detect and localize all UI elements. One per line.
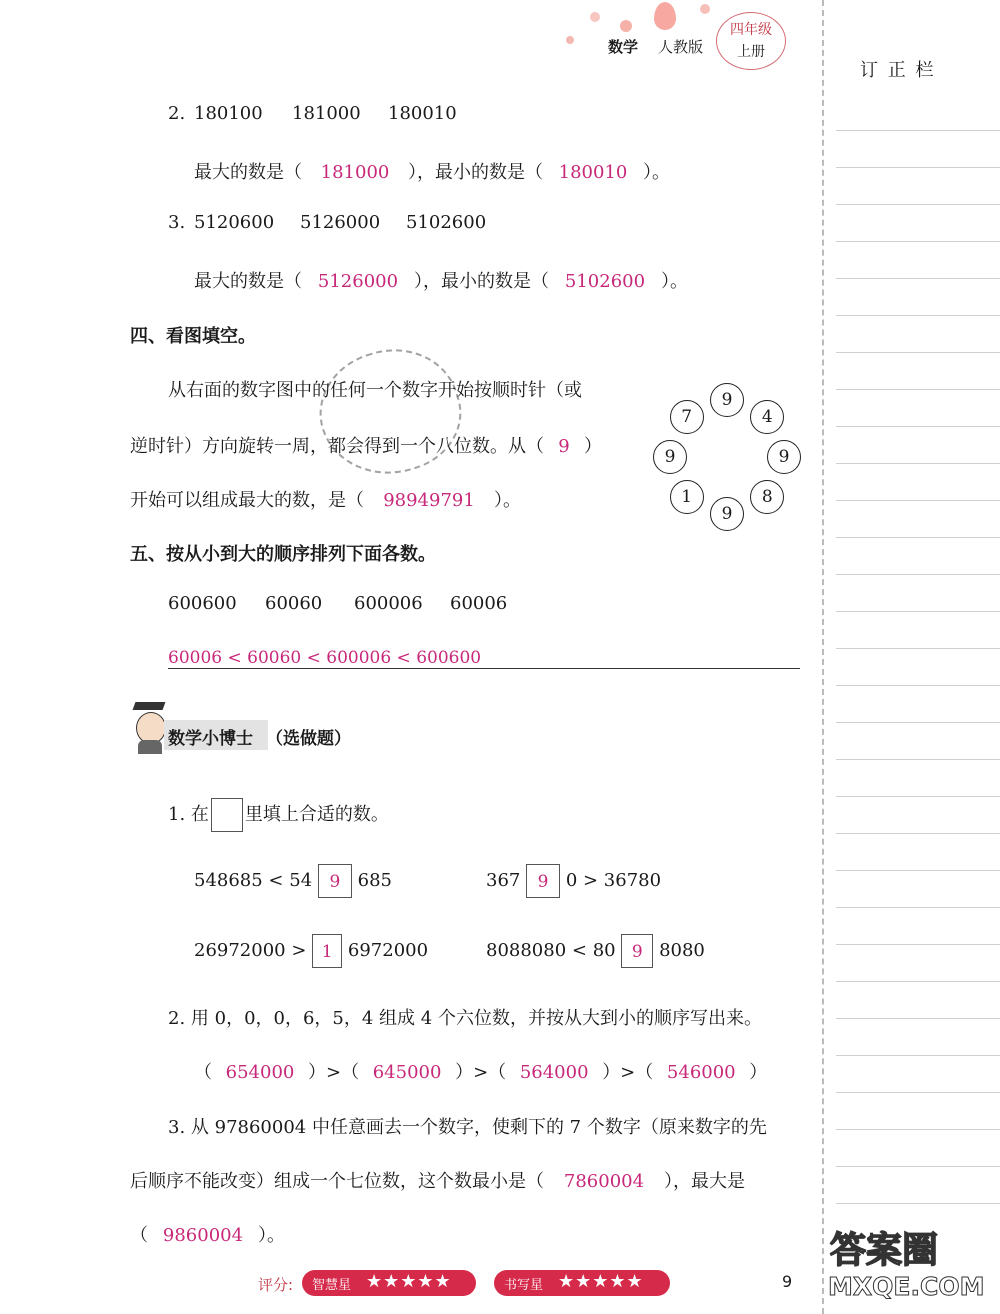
q3-prefix: 最大的数是（ bbox=[194, 271, 302, 292]
ring-number: 7 bbox=[670, 400, 704, 434]
d3-line2-b: ），最大是 bbox=[664, 1171, 745, 1192]
ring-number: 9 bbox=[767, 440, 801, 474]
ring-number: 9 bbox=[710, 497, 744, 531]
q3-answer-line bbox=[194, 267, 688, 293]
badge1-label: 智慧星 bbox=[312, 1278, 352, 1293]
correction-column bbox=[822, 0, 1000, 1314]
d2-answer-line bbox=[194, 1058, 767, 1084]
d1-row1-left bbox=[194, 864, 392, 898]
d1-row1-right bbox=[486, 864, 661, 898]
q3-number: 3. bbox=[168, 212, 186, 233]
d1-number: 1. bbox=[168, 804, 186, 825]
d1-empty-box bbox=[211, 798, 243, 832]
ring-number: 4 bbox=[750, 400, 784, 434]
section4-line2-a: 逆时针）方向旋转一周，都会得到一个八位数。从（ bbox=[130, 436, 544, 457]
d3-line2 bbox=[130, 1167, 745, 1193]
ring-number: 8 bbox=[750, 480, 784, 514]
correction-line bbox=[836, 500, 1000, 501]
d1-r2b-post: 8080 bbox=[659, 940, 705, 961]
section5-value-4: 60006 bbox=[450, 593, 508, 614]
section5-answer: 60006 < 60060 < 600006 < 600600 bbox=[168, 648, 482, 668]
correction-line bbox=[836, 1018, 1000, 1019]
correction-line bbox=[836, 759, 1000, 760]
correction-line bbox=[836, 1129, 1000, 1130]
doctor-optional: （选做题） bbox=[266, 729, 351, 749]
correction-line bbox=[836, 685, 1000, 686]
badge2-label: 书写星 bbox=[504, 1278, 544, 1293]
correction-line bbox=[836, 1055, 1000, 1056]
d1-r2a-post: 6972000 bbox=[347, 940, 429, 961]
badge2-stars[interactable]: ★★★★★ bbox=[558, 1271, 644, 1292]
grade-badge bbox=[716, 12, 786, 70]
correction-line bbox=[836, 1166, 1000, 1167]
footer-score-label: 评分: bbox=[258, 1276, 294, 1294]
d3-max-answer: 9860004 bbox=[162, 1225, 244, 1246]
q3-value-2: 5126000 bbox=[300, 212, 381, 233]
correction-line bbox=[836, 278, 1000, 279]
d2-answer-1: 654000 bbox=[225, 1062, 295, 1083]
correction-line bbox=[836, 426, 1000, 427]
correction-line bbox=[836, 796, 1000, 797]
badge1-stars[interactable]: ★★★★★ bbox=[366, 1271, 452, 1292]
d1-row2-right bbox=[486, 934, 705, 968]
q2-max-answer: 181000 bbox=[320, 162, 390, 183]
doctor-title: 数学小博士 bbox=[168, 729, 253, 749]
header-volume: 上册 bbox=[737, 44, 765, 60]
q2-suffix: ）。 bbox=[643, 162, 670, 183]
section4-start-answer: 9 bbox=[558, 436, 570, 457]
d1-text-a: 在 bbox=[190, 804, 209, 825]
section4-line1: 从右面的数字图中的任何一个数字开始按顺时针（或 bbox=[168, 380, 582, 401]
d2-answer-4: 546000 bbox=[666, 1062, 736, 1083]
writing-star-badge bbox=[494, 1270, 670, 1296]
d1-r1a-pre: 548685 < 54 bbox=[194, 870, 313, 891]
correction-line bbox=[836, 537, 1000, 538]
section5-value-2: 60060 bbox=[265, 593, 323, 614]
header-subject: 数学 bbox=[608, 38, 639, 56]
mascot-body bbox=[138, 740, 162, 754]
correction-line bbox=[836, 648, 1000, 649]
correction-line bbox=[836, 315, 1000, 316]
q3-max-answer: 5126000 bbox=[317, 271, 399, 292]
d1-r2a-pre: 26972000 > bbox=[194, 940, 307, 961]
q2-prefix: 最大的数是（ bbox=[194, 162, 302, 183]
decor-dot bbox=[566, 36, 574, 44]
correction-line bbox=[836, 1203, 1000, 1204]
section4-line3 bbox=[130, 486, 521, 512]
section5-answer-underline bbox=[168, 668, 800, 669]
q3-value-3: 5102600 bbox=[406, 212, 487, 233]
correction-line bbox=[836, 241, 1000, 242]
section5-value-3: 600006 bbox=[354, 593, 423, 614]
correction-line bbox=[836, 463, 1000, 464]
d3-line1: 3. 从 97860004 中任意画去一个数字，使剩下的 7 个数字（原来数字的先 bbox=[168, 1117, 767, 1138]
d3-line3-a: （ bbox=[130, 1225, 148, 1246]
correction-line bbox=[836, 944, 1000, 945]
q3-suffix: ）。 bbox=[661, 271, 688, 292]
q2-value-3: 180010 bbox=[388, 103, 457, 124]
d3-line3-b: ）。 bbox=[258, 1225, 285, 1246]
q3-value-1: 5120600 bbox=[194, 212, 275, 233]
correction-line bbox=[836, 870, 1000, 871]
correction-line bbox=[836, 130, 1000, 131]
page-number: 9 bbox=[782, 1272, 793, 1291]
q2-answer-line bbox=[194, 158, 670, 184]
watermark-url: MXQE.COM bbox=[828, 1272, 985, 1301]
ring-number: 9 bbox=[710, 383, 744, 417]
correction-line bbox=[836, 611, 1000, 612]
correction-line bbox=[836, 167, 1000, 168]
ring-number: 9 bbox=[653, 440, 687, 474]
q2-middle: ），最小的数是（ bbox=[408, 162, 543, 183]
watermark-logo: 答案圈 bbox=[830, 1230, 939, 1271]
correction-line bbox=[836, 1092, 1000, 1093]
d1-r1b-pre: 367 bbox=[486, 870, 521, 891]
header-edition: 人教版 bbox=[658, 38, 704, 56]
d1-r2b-box[interactable]: 9 bbox=[621, 934, 653, 968]
q3-middle: ），最小的数是（ bbox=[414, 271, 549, 292]
stamp-mark bbox=[304, 331, 475, 492]
correction-line bbox=[836, 981, 1000, 982]
correction-line bbox=[836, 833, 1000, 834]
q2-min-answer: 180010 bbox=[558, 162, 628, 183]
correction-line bbox=[836, 907, 1000, 908]
correction-line bbox=[836, 574, 1000, 575]
d1-r1a-post: 685 bbox=[357, 870, 392, 891]
section4-line2-b: ） bbox=[584, 436, 602, 457]
sidebar-title: 订 正 栏 bbox=[860, 60, 936, 81]
q2-value-2: 181000 bbox=[292, 103, 361, 124]
d1-r1b-post: 0 > 36780 bbox=[565, 870, 662, 891]
decor-dot bbox=[620, 20, 632, 32]
d2-sep-3: ）>（ bbox=[602, 1062, 654, 1083]
d1-instruction bbox=[168, 798, 389, 832]
d2-answer-3: 564000 bbox=[519, 1062, 589, 1083]
d2-open: （ bbox=[194, 1062, 212, 1083]
d3-min-answer: 7860004 bbox=[563, 1171, 645, 1192]
decor-dot bbox=[700, 4, 710, 14]
wisdom-star-badge bbox=[302, 1270, 476, 1296]
d2-text: 2. 用 0，0，0，6，5，4 组成 4 个六位数，并按从大到小的顺序写出来。 bbox=[168, 1008, 762, 1029]
section4-title: 四、看图填空。 bbox=[130, 326, 256, 347]
d1-r1a-box[interactable]: 9 bbox=[318, 864, 352, 898]
section4-line3-a: 开始可以组成最大的数，是（ bbox=[130, 490, 364, 511]
correction-line bbox=[836, 204, 1000, 205]
d1-text-b: 里填上合适的数。 bbox=[244, 804, 389, 825]
header-grade: 四年级 bbox=[730, 22, 772, 38]
d2-sep-1: ）>（ bbox=[308, 1062, 360, 1083]
d2-close: ） bbox=[749, 1062, 768, 1083]
correction-line bbox=[836, 352, 1000, 353]
section5-value-1: 600600 bbox=[168, 593, 237, 614]
section5-title: 五、按从小到大的顺序排列下面各数。 bbox=[130, 544, 436, 565]
d1-row2-left bbox=[194, 934, 428, 968]
number-ring bbox=[652, 382, 802, 532]
d3-line2-a: 后顺序不能改变）组成一个七位数，这个数最小是（ bbox=[130, 1171, 544, 1192]
d2-sep-2: ）>（ bbox=[455, 1062, 507, 1083]
decor-dot bbox=[590, 12, 600, 22]
graduation-cap-icon bbox=[133, 702, 166, 710]
d1-r2a-box[interactable]: 1 bbox=[312, 934, 342, 968]
d1-r2b-pre: 8088080 < 80 bbox=[486, 940, 616, 961]
q2-number: 2. bbox=[168, 103, 186, 124]
d3-line3 bbox=[130, 1221, 285, 1247]
d2-answer-2: 645000 bbox=[372, 1062, 442, 1083]
section4-max-answer: 98949791 bbox=[383, 490, 475, 511]
q2-value-1: 180100 bbox=[194, 103, 263, 124]
decor-petal bbox=[654, 2, 676, 30]
q3-min-answer: 5102600 bbox=[564, 271, 646, 292]
section4-line3-b: ）。 bbox=[494, 490, 521, 511]
d1-r1b-box[interactable]: 9 bbox=[526, 864, 560, 898]
ring-number: 1 bbox=[670, 480, 704, 514]
correction-line bbox=[836, 389, 1000, 390]
correction-line bbox=[836, 722, 1000, 723]
